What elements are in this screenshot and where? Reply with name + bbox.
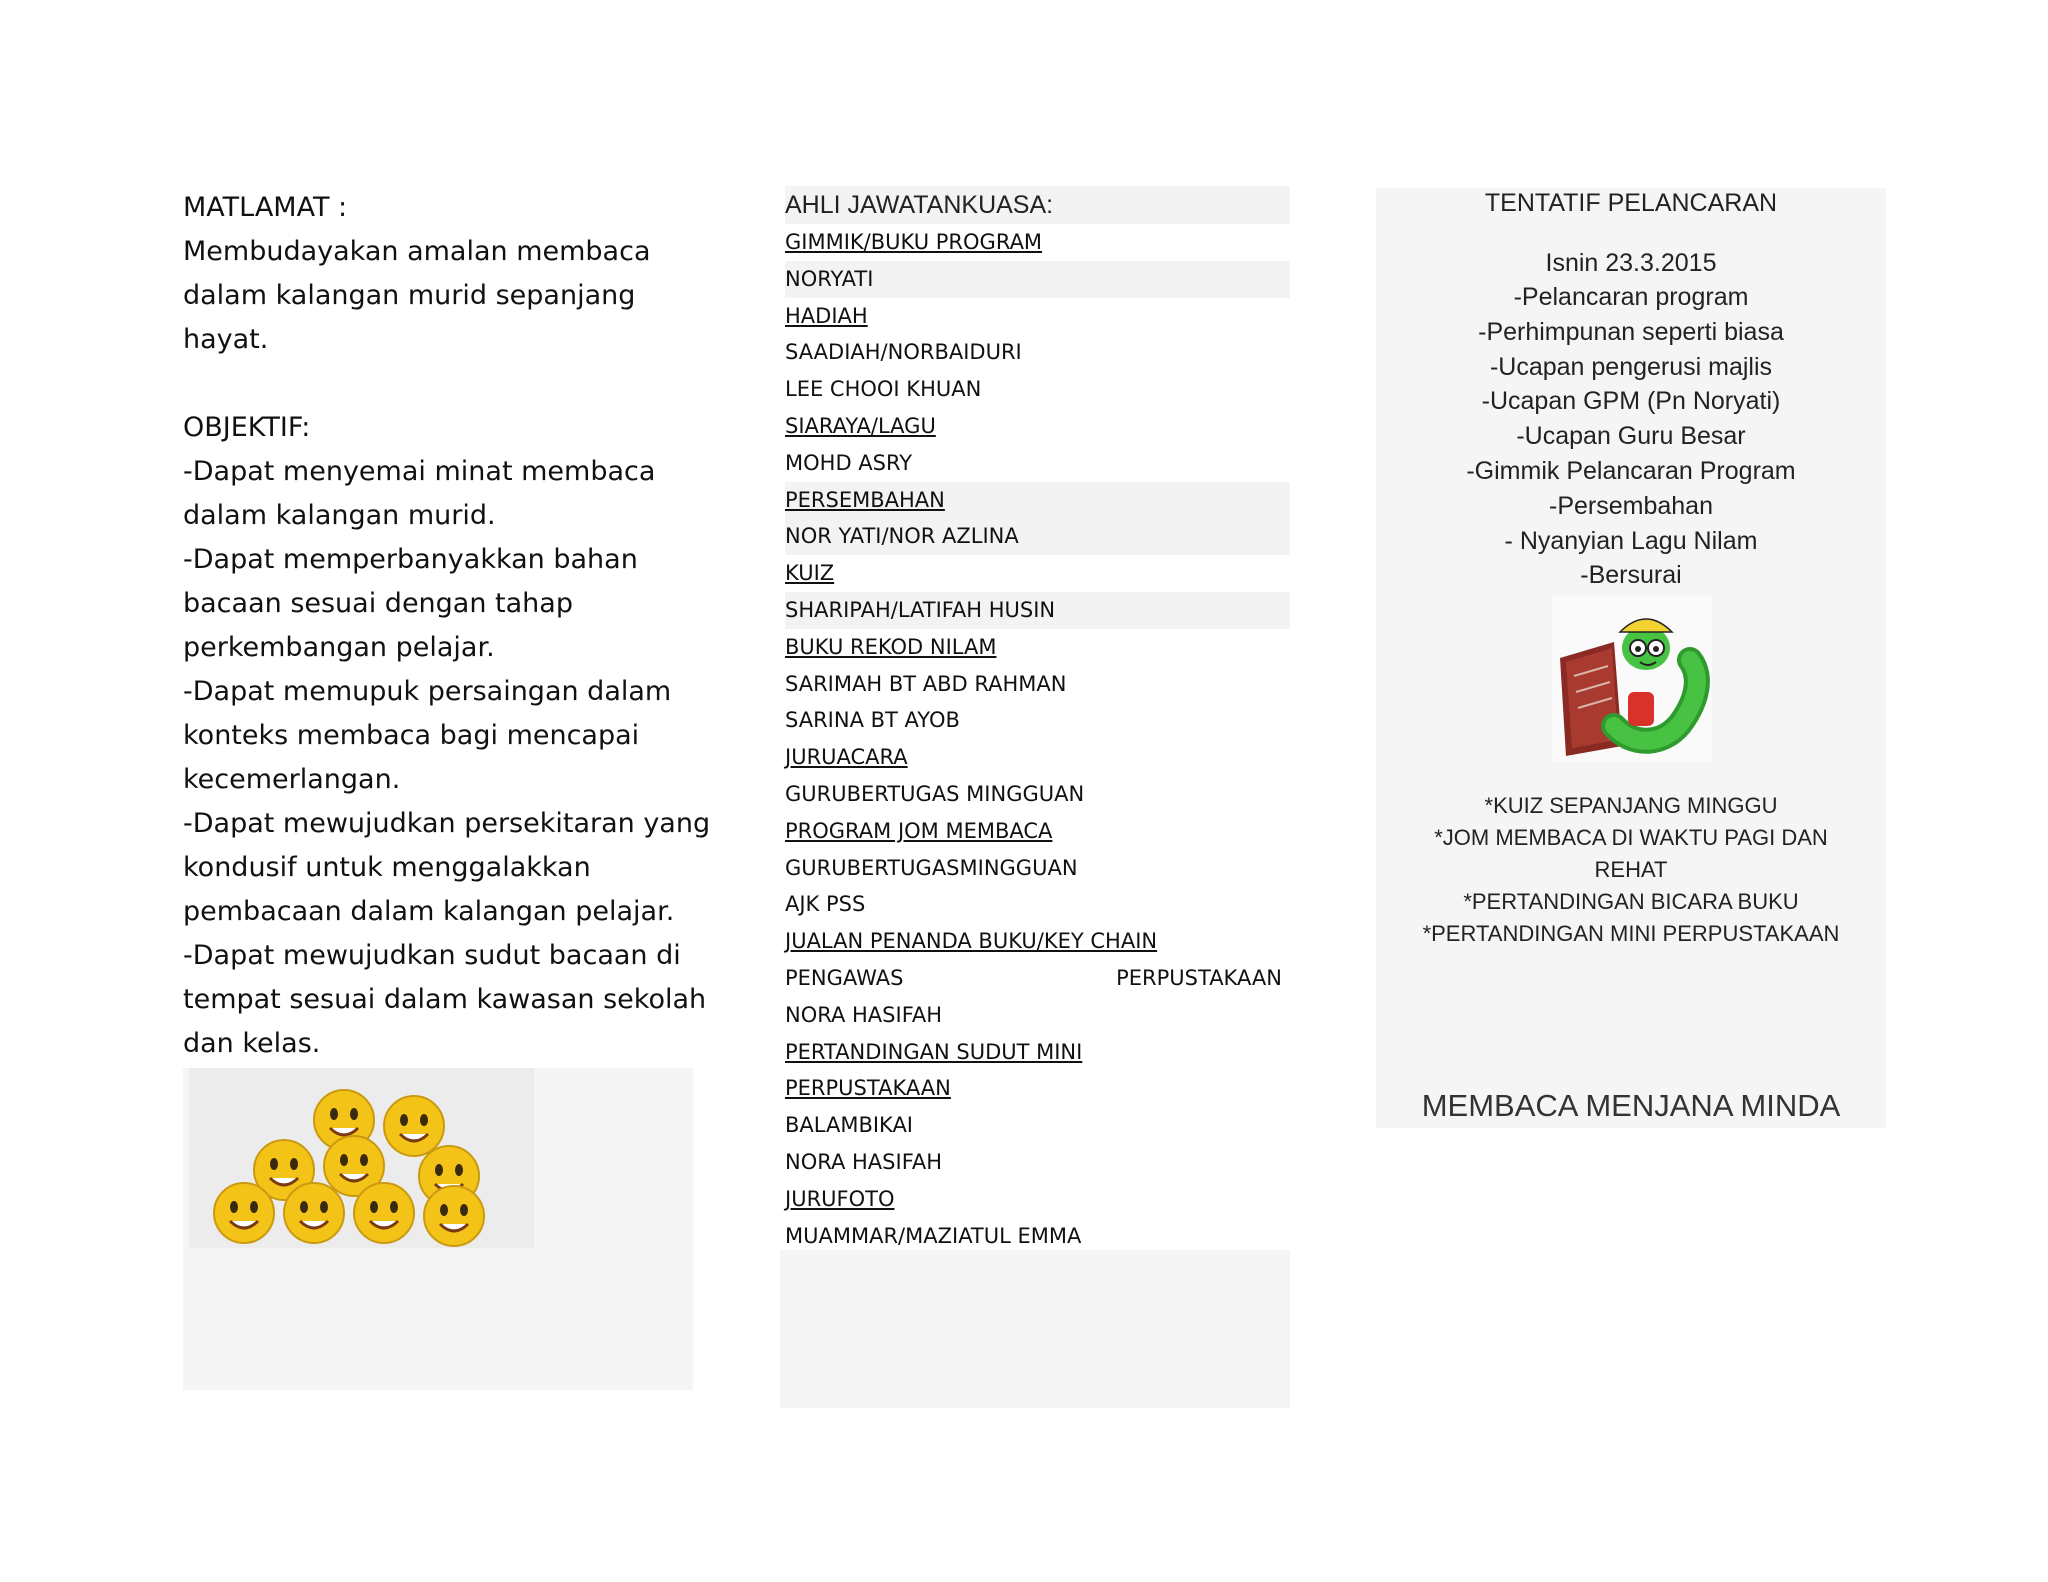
bookworm-image <box>1552 596 1712 762</box>
left-text-line: -Dapat menyemai minat membaca <box>183 456 656 487</box>
left-text-line: pembacaan dalam kalangan pelajar. <box>183 896 675 927</box>
note-line: REHAT <box>1594 857 1668 882</box>
emoji-faces-icon <box>189 1068 534 1248</box>
schedule-item: -Persembahan <box>1549 491 1713 520</box>
committee-role <box>785 629 1290 666</box>
note-line: *PERTANDINGAN BICARA BUKU <box>1463 889 1799 914</box>
activity-notes <box>1376 790 1886 950</box>
row-text: NORA HASIFAH <box>785 1002 943 1027</box>
row-text: HADIAH <box>785 303 868 328</box>
emoji-face <box>284 1183 344 1243</box>
committee-role <box>785 298 1290 335</box>
row-text: PERSEMBAHAN <box>785 487 945 512</box>
schedule-item: -Ucapan Guru Besar <box>1516 422 1746 451</box>
committee-member <box>785 1107 1290 1144</box>
left-text-line: dan kelas. <box>183 1028 321 1059</box>
left-text-line: konteks membaca bagi mencapai <box>183 720 640 751</box>
left-text-line: -Dapat memupuk persaingan dalam <box>183 676 672 707</box>
schedule-item: -Ucapan GPM (Pn Noryati) <box>1481 387 1781 416</box>
committee-member <box>785 592 1290 629</box>
left-text-line: kondusif untuk menggalakkan <box>183 852 591 883</box>
row-text: PERTANDINGAN SUDUT MINI <box>785 1039 1083 1064</box>
committee-member <box>785 702 1290 739</box>
schedule-title: TENTATIF PELANCARAN <box>1484 189 1778 217</box>
committee-role <box>785 923 1290 960</box>
row-text: JURUFOTO <box>785 1186 895 1211</box>
row-text: NORA HASIFAH <box>785 1149 943 1174</box>
slogan: MEMBACA MENJANA MINDA <box>1421 1088 1841 1123</box>
schedule-item: -Ucapan pengerusi majlis <box>1489 352 1773 381</box>
row-text: NORYATI <box>785 266 874 291</box>
schedule-column <box>1376 186 1886 593</box>
spacer <box>183 362 693 406</box>
schedule-item: -Bersurai <box>1580 561 1682 590</box>
committee-member <box>785 960 1290 997</box>
row-text: SIARAYA/LAGU <box>785 413 936 438</box>
committee-member <box>785 371 1290 408</box>
row-text: GURUBERTUGASMINGGUAN <box>785 855 1078 880</box>
left-text-line: tempat sesuai dalam kawasan sekolah <box>183 984 707 1015</box>
committee-member <box>785 1144 1290 1181</box>
row-text: SARIMAH BT ABD RAHMAN <box>785 671 1067 696</box>
schedule-item: -Pelancaran program <box>1513 283 1749 311</box>
left-text-line: -Dapat memperbanyakkan bahan <box>183 544 638 575</box>
row-text: LEE CHOOI KHUAN <box>785 377 982 402</box>
committee-role <box>785 482 1290 519</box>
committee-role <box>785 1181 1290 1218</box>
committee-member <box>785 1218 1290 1255</box>
committee-role <box>785 813 1290 850</box>
middle-blank-area <box>780 1250 1290 1408</box>
left-text-line: OBJEKTIF: <box>183 412 311 443</box>
left-text-line: MATLAMAT : <box>183 192 348 223</box>
left-text-line: dalam kalangan murid. <box>183 500 496 531</box>
note-line: *KUIZ SEPANJANG MINGGU <box>1484 793 1778 818</box>
left-text-line: perkembangan pelajar. <box>183 632 495 663</box>
left-text-line: dalam kalangan murid sepanjang <box>183 280 636 311</box>
committee-role <box>785 408 1290 445</box>
committee-role <box>785 739 1290 776</box>
row-text: MOHD ASRY <box>785 450 913 475</box>
schedule-item: -Perhimpunan seperti biasa <box>1478 317 1784 346</box>
committee-member <box>785 776 1290 813</box>
committee-member <box>785 666 1290 703</box>
schedule-date: Isnin 23.3.2015 <box>1545 249 1717 277</box>
emoji-face <box>424 1186 484 1246</box>
committee-role <box>785 1070 1290 1107</box>
row-text: SARINA BT AYOB <box>785 708 960 733</box>
note-line: *PERTANDINGAN MINI PERPUSTAKAAN <box>1422 921 1840 946</box>
emoji-face <box>214 1183 274 1243</box>
row-text: BUKU REKOD NILAM <box>785 634 997 659</box>
row-text: KUIZ <box>785 561 835 586</box>
schedule-item: -Gimmik Pelancaran Program <box>1466 456 1796 485</box>
committee-member <box>785 445 1290 482</box>
committee-role <box>785 555 1290 592</box>
committee-role <box>785 1034 1290 1071</box>
emoji-face <box>354 1183 414 1243</box>
row-text: JUALAN PENANDA BUKU/KEY CHAIN <box>785 929 1158 954</box>
left-text-line: -Dapat mewujudkan persekitaran yang <box>183 808 711 839</box>
left-column <box>183 186 711 1066</box>
row-text: BALAMBIKAI <box>785 1113 913 1138</box>
row-text-right: PERPUSTAKAAN <box>1116 965 1282 990</box>
left-text-line: kecemerlangan. <box>183 764 401 795</box>
committee-member <box>785 518 1290 555</box>
row-text: JURUACARA <box>785 745 908 770</box>
left-text-line: bacaan sesuai dengan tahap <box>183 588 573 619</box>
left-text-line: Membudayakan amalan membaca <box>183 236 651 267</box>
bookworm-icon <box>1552 596 1712 762</box>
committee-member <box>785 997 1290 1034</box>
left-text-line: -Dapat mewujudkan sudut bacaan di <box>183 940 681 971</box>
emoji-face <box>384 1096 444 1156</box>
committee-member <box>785 261 1290 298</box>
committee-member <box>785 334 1290 371</box>
row-text: NOR YATI/NOR AZLINA <box>785 524 1019 549</box>
schedule-item: - Nyanyian Lagu Nilam <box>1504 526 1758 555</box>
committee-member <box>785 886 1290 923</box>
row-text: AJK PSS <box>785 892 866 917</box>
left-text-line: hayat. <box>183 324 269 355</box>
note-line: *JOM MEMBACA DI WAKTU PAGI DAN <box>1434 825 1828 850</box>
row-text: GIMMIK/BUKU PROGRAM <box>785 230 1043 254</box>
row-text: SHARIPAH/LATIFAH HUSIN <box>785 597 1056 622</box>
committee-heading: AHLI JAWATANKUASA: <box>785 186 1290 224</box>
committee-role <box>785 224 1290 261</box>
row-text: PROGRAM JOM MEMBACA <box>785 818 1053 843</box>
row-text: MUAMMAR/MAZIATUL EMMA <box>785 1223 1082 1248</box>
row-text: PENGAWAS <box>785 965 904 990</box>
emoji-group-image <box>189 1068 534 1248</box>
committee-column <box>785 186 1290 1254</box>
row-text: PERPUSTAKAAN <box>785 1076 951 1101</box>
row-text: GURUBERTUGAS MINGGUAN <box>785 781 1085 806</box>
row-text: SAADIAH/NORBAIDURI <box>785 340 1022 365</box>
committee-member <box>785 850 1290 887</box>
